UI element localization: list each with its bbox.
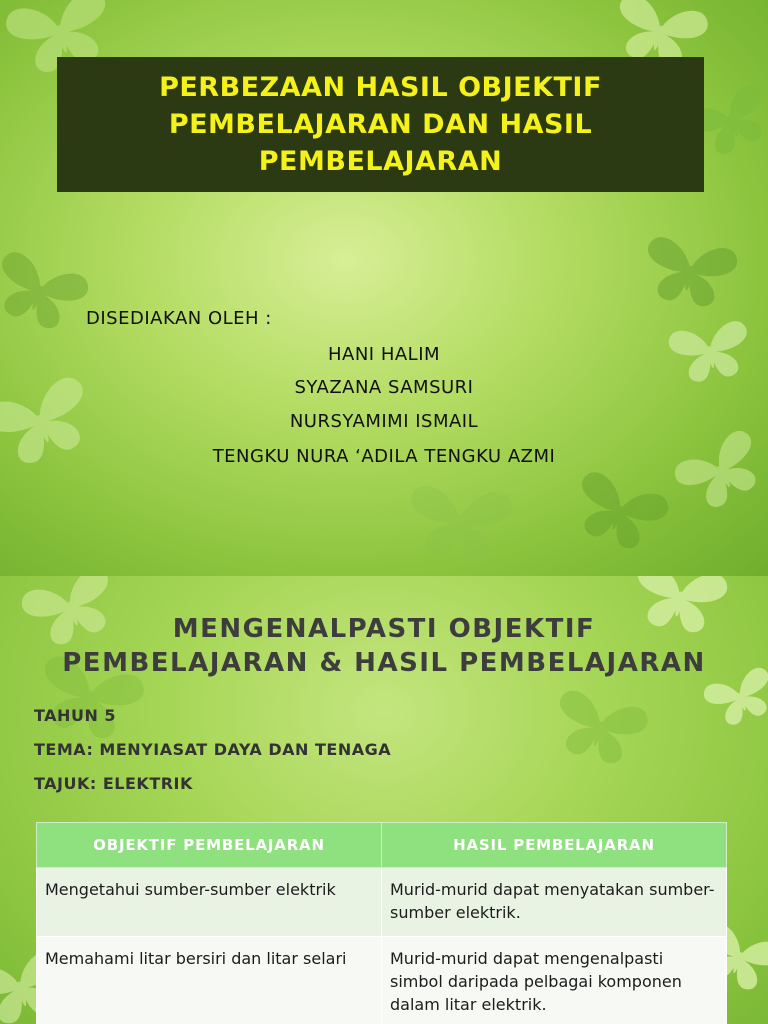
table-header-row [37, 823, 727, 868]
table-cell: Murid-murid dapat mengenalpasti simbol daripada pelbagai komponen dalam litar elektrik. [382, 937, 727, 1024]
column-header: OBJEKTIF PEMBELAJARAN [37, 823, 382, 868]
title-line: MENGENALPASTI OBJEKTIF [172, 614, 596, 644]
author-name: HANI HALIM [327, 344, 441, 365]
prepared-by-label: DISEDIAKAN OLEH : [86, 308, 272, 329]
column-header: HASIL PEMBELAJARAN [382, 823, 727, 868]
table-row [37, 868, 727, 937]
author-name: TENGKU NURA ‘ADILA TENGKU AZMI [212, 446, 556, 467]
table-row [37, 937, 727, 1024]
slide-objectives [0, 576, 768, 1024]
topic-label: TAJUK: ELEKTRIK [34, 774, 193, 793]
table-cell: Murid-murid dapat menyatakan sumber-sumber elektrik. [382, 868, 727, 937]
table-cell: Mengetahui sumber-sumber elektrik [37, 868, 382, 937]
slide-title-text [0, 612, 768, 680]
title-box [57, 57, 704, 192]
author-name: NURSYAMIMI ISMAIL [289, 411, 479, 432]
author-name: SYAZANA SAMSURI [294, 377, 474, 398]
theme-label: TEMA: MENYIASAT DAYA DAN TENAGA [34, 740, 392, 759]
objectives-table [36, 822, 727, 1024]
table-cell: Memahami litar bersiri dan litar selari [37, 937, 382, 1024]
year-label: TAHUN 5 [34, 706, 117, 725]
slide-title-text: PERBEZAAN HASIL OBJEKTIF PEMBELAJARAN DAN HASIL PEMBELAJARAN [159, 72, 602, 177]
title-line: PEMBELAJARAN & HASIL PEMBELAJARAN [62, 648, 706, 678]
